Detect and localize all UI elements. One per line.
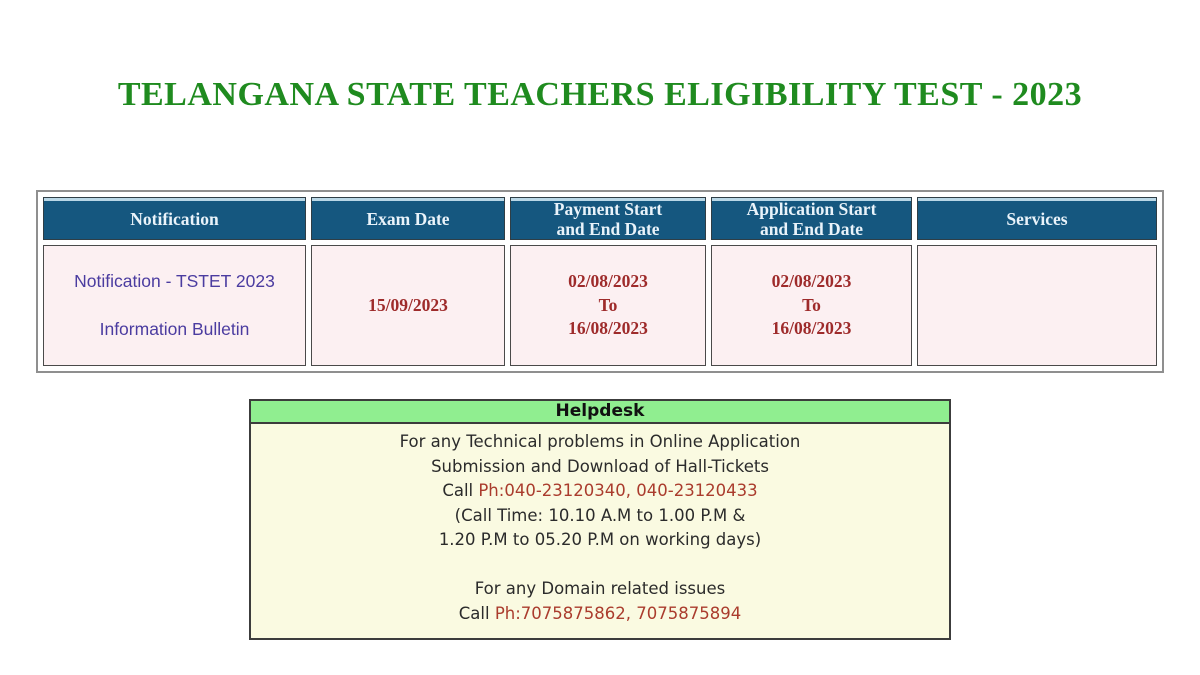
- technical-issues-line2: Submission and Download of Hall-Tickets: [431, 456, 769, 476]
- application-to-label: To: [802, 294, 821, 315]
- header-payment-line1: Payment Start: [553, 198, 663, 219]
- exam-schedule-table: [36, 190, 1164, 373]
- spacer: [259, 553, 941, 578]
- header-exam-date: [311, 197, 505, 240]
- domain-call-prefix: Call: [458, 603, 495, 623]
- header-application-line1: Application Start: [746, 198, 877, 219]
- header-services-label: Services: [1006, 208, 1068, 229]
- notification-cell: [43, 245, 306, 366]
- header-notification: [43, 197, 306, 240]
- domain-phone-numbers: Ph:7075875862, 7075875894: [494, 603, 742, 623]
- services-cell: [917, 245, 1157, 366]
- header-application-dates: [711, 197, 912, 240]
- payment-end-date: 16/08/2023: [568, 318, 648, 339]
- header-application-line2: and End Date: [759, 218, 864, 239]
- exam-date-value: 15/09/2023: [368, 294, 448, 315]
- header-payment-dates: [510, 197, 706, 240]
- page-title: TELANGANA STATE TEACHERS ELIGIBILITY TEST - 2023: [117, 76, 1083, 113]
- header-payment-line2: and End Date: [556, 218, 660, 239]
- domain-call-line: [259, 602, 941, 627]
- header-notification-label: Notification: [130, 208, 219, 229]
- technical-phone-numbers: Ph:040-23120340, 040-23120433: [478, 481, 758, 500]
- header-services: [917, 197, 1157, 240]
- call-time-line2: 1.20 P.M to 05.20 P.M on working days): [438, 530, 762, 549]
- application-end-date: 16/08/2023: [771, 318, 852, 339]
- application-start-date: 02/08/2023: [771, 271, 852, 292]
- helpdesk-title: Helpdesk: [251, 401, 949, 424]
- technical-call-prefix: Call: [442, 481, 479, 500]
- helpdesk-body: [251, 424, 949, 638]
- application-dates-cell: [711, 245, 912, 366]
- table-row: [43, 245, 1157, 366]
- header-exam-date-label: Exam Date: [366, 208, 450, 229]
- call-time-line1: (Call Time: 10.10 A.M to 1.00 P.M &: [454, 505, 746, 525]
- payment-start-date: 02/08/2023: [568, 271, 648, 292]
- technical-issues-line1: For any Technical problems in Online Application: [399, 432, 801, 451]
- payment-to-label: To: [598, 294, 618, 315]
- notification-tstet-2023-link[interactable]: Notification - TSTET 2023: [74, 271, 275, 291]
- table-header-row: [43, 197, 1157, 240]
- exam-date-cell: [311, 245, 505, 366]
- domain-issues-line: For any Domain related issues: [474, 579, 726, 598]
- payment-dates-cell: [510, 245, 706, 366]
- helpdesk-panel: [249, 399, 951, 640]
- information-bulletin-link[interactable]: Information Bulletin: [99, 319, 250, 339]
- technical-call-line: [259, 479, 941, 504]
